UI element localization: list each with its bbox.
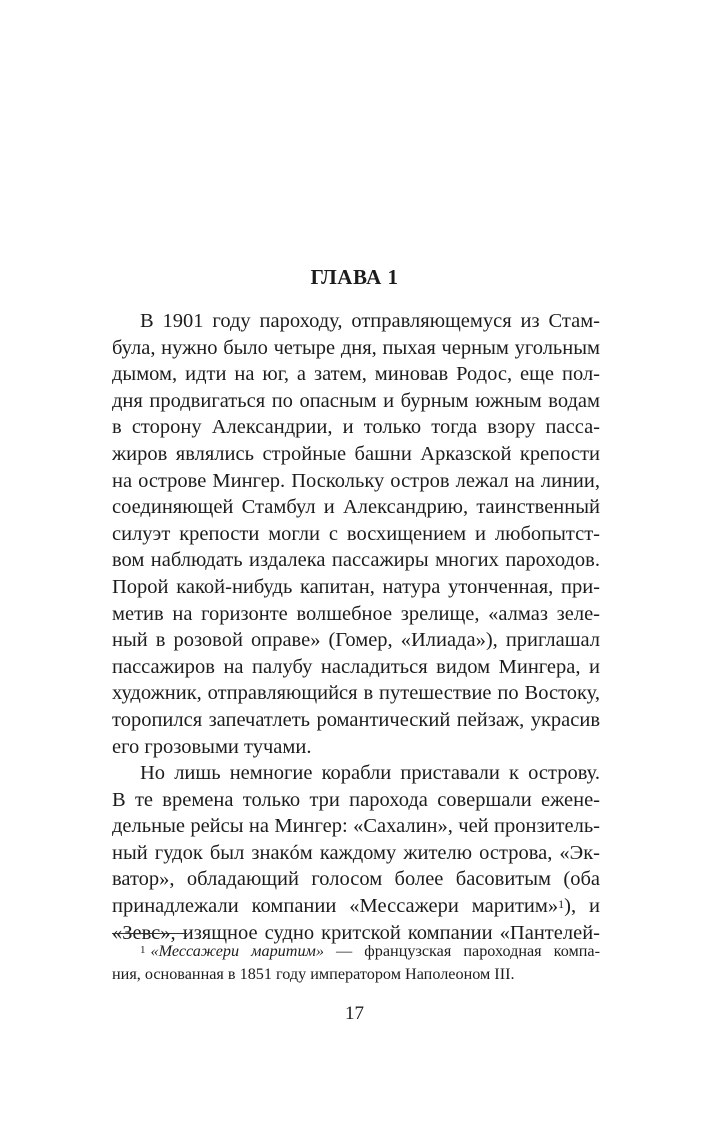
footnote-marker: 1	[140, 944, 146, 956]
text-line: ный гудок был знакóм каждому жителю острова, «Эк-	[112, 841, 600, 864]
text-line: силуэт крепости могли с восхищением и любопытст-	[112, 522, 600, 545]
text-line: соединяющей Стамбул и Александрию, таинственный	[112, 496, 600, 519]
footnote-reference[interactable]: 1	[558, 897, 565, 912]
text-line: В 1901 году пароходу, отправляющемуся из Стам-	[140, 310, 600, 332]
text-line: дня продвигаться по опасным и бурным южным водам	[112, 389, 600, 412]
text-line: Порой какой-нибудь капитан, натура утонченная, при-	[112, 575, 600, 598]
body-text	[112, 308, 600, 946]
text-line: пассажиров на палубу насладиться видом Мингера, и	[112, 655, 600, 678]
footnote-term: «Мессажери маритим»	[150, 942, 324, 960]
chapter-title: ГЛАВА 1	[310, 265, 399, 289]
text-segment: ), и	[564, 895, 600, 918]
text-line: его грозовыми тучами.	[112, 735, 312, 758]
text-line: В те времена только три парохода совершали еженe-	[112, 788, 600, 811]
text-line: «Зевс», изящное судно критской компании «Пантелей-	[112, 921, 600, 944]
text-line: дымом, идти на юг, а затем, миновав Родос, еще пол-	[112, 363, 600, 386]
text-line: жиров являлись стройные башни Арказской крепости	[112, 442, 600, 465]
text-line: була, нужно было четыре дня, пыхая черным угольным	[112, 336, 600, 359]
text-line: на острове Мингер. Поскольку остров лежал на линии,	[112, 469, 600, 492]
footnote-line: ния, основанная в 1851 году императором Наполеоном III.	[112, 965, 515, 983]
footnote-divider	[112, 933, 187, 934]
text-line: вом наблюдать издалека пассажиры многих пароходов.	[112, 549, 600, 572]
page-number: 17	[345, 1003, 364, 1024]
text-line: метив на горизонте волшебное зрелище, «алмаз зеле-	[112, 602, 600, 625]
footnote-line	[112, 940, 600, 963]
text-line-with-footnote-ref	[112, 893, 600, 920]
text-line: в сторону Александрии, и только тогда взору пасса-	[112, 416, 600, 439]
footnote-area	[112, 940, 600, 986]
footnote-text: — французская пароходная компа-	[323, 942, 600, 960]
text-line: ный в розовой оправе» (Гомер, «Илиада»), приглашал	[112, 629, 600, 652]
text-segment: принадлежали компании «Мессажери маритим»	[112, 895, 559, 918]
text-line: дельные рейсы на Мингер: «Сахалин», чей пронзитель-	[112, 815, 600, 838]
text-line: Но лишь немногие корабли приставали к острову.	[140, 762, 600, 785]
text-line: ватор», обладающий голосом более басовитым (оба	[112, 868, 600, 891]
text-line: торопился запечатлеть романтический пейзаж, украсив	[112, 708, 600, 731]
text-line: художник, отправляющийся в путешествие по Востоку,	[112, 682, 600, 705]
